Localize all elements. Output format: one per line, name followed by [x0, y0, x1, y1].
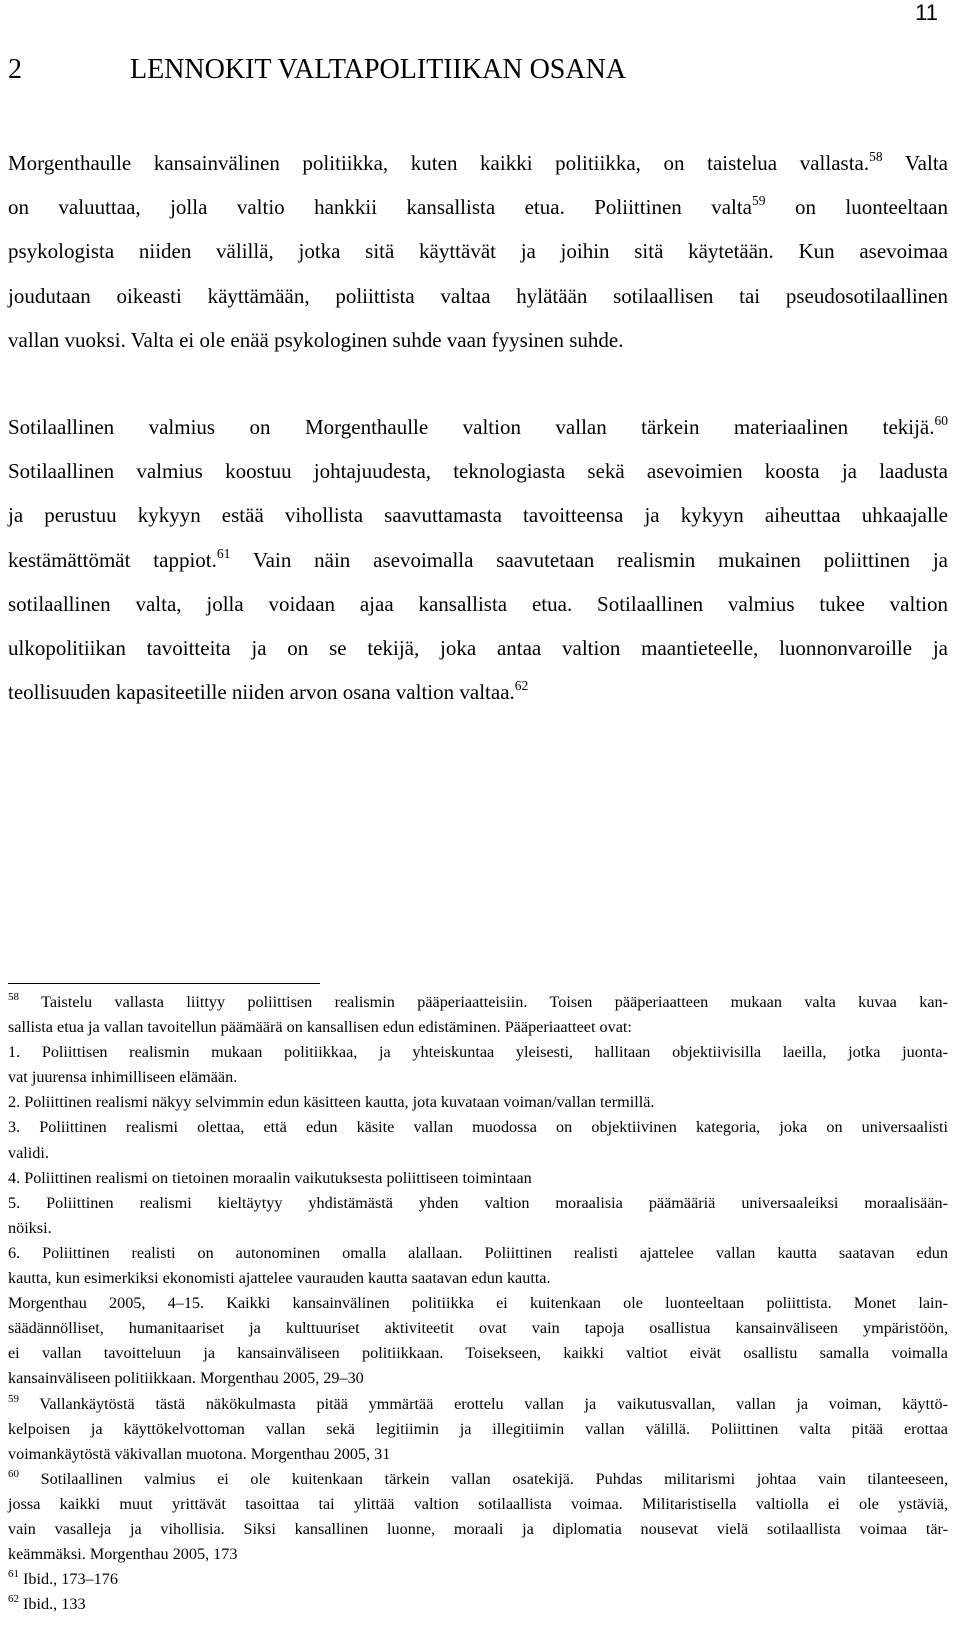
line-text: psykologista niiden välillä, jotka sitä käyttävät ja joihin sitä käytetään. Kun asevoimaa — [8, 239, 948, 264]
page-number: 11 — [915, 0, 938, 25]
footnote-line — [8, 1341, 948, 1366]
line-text: ei vallan tavoitteluun ja kansainväliseen politiikkaan. Toisekseen, kaikki valtiot eivät osallistu samalla voimalla — [8, 1344, 948, 1363]
footnote-line — [8, 1115, 948, 1140]
footnote-ref: 58 — [8, 991, 19, 1003]
paragraph-line — [8, 582, 948, 626]
paragraph-line — [8, 318, 948, 362]
footnote-ref: 58 — [869, 149, 883, 164]
line-text: sotilaallinen valta, jolla voidaan ajaa kansallista etua. Sotilaallinen valmius tukee valtion — [8, 591, 948, 616]
footnote-ref: 60 — [8, 1467, 19, 1480]
footnote-line — [8, 1141, 948, 1166]
footnote-ref: 62 — [8, 1593, 19, 1606]
line-text: 3. Poliittinen realismi olettaa, että edun käsite vallan muodossa on objektiivinen kategoria, joka on universaalisti — [8, 1118, 948, 1137]
footnote-line — [8, 1517, 948, 1542]
paragraph-line — [8, 185, 948, 229]
line-text: Taistelu vallasta liittyy poliittisen realismin pääperiaatteisiin. Toisen pääperiaatteen mukaan valta kuvaa kan- — [19, 993, 948, 1011]
paragraph-line — [8, 626, 948, 670]
footnote-line — [8, 1542, 948, 1567]
line-text: kelpoisen ja käyttökelvottoman vallan sekä legitiimin ja illegitiimin vallan välillä. Poliittinen valta pitää erottaa — [8, 1419, 948, 1438]
paragraph-line — [8, 229, 948, 273]
line-text: Ibid., 133 — [19, 1595, 86, 1614]
paragraph-line — [8, 670, 948, 714]
footnote-line — [8, 1040, 948, 1065]
line-text: ulkopolitiikan tavoitteita ja on se tekijä, joka antaa valtion maantieteelle, luonnonvaroille ja — [8, 636, 948, 661]
line-text: säädännölliset, humanitaariset ja kulttuuriset aktiviteetit ovat vain tapoja osallistua kansainväliseen ympäristöön, — [8, 1319, 948, 1338]
footnote-ref: 61 — [216, 545, 231, 561]
line-text: Ibid., 173–176 — [19, 1570, 118, 1589]
footnote-line — [8, 1166, 948, 1191]
line-text: teollisuuden kapasiteetille niiden arvon osana valtion valtaa. — [8, 680, 515, 705]
line-text: Sotilaallinen valmius koostuu johtajuudesta, teknologiasta sekä asevoimien koosta ja laadusta — [8, 459, 948, 484]
line-text: on valuuttaa, jolla valtio hankkii kansallista etua. Poliittinen valta — [8, 195, 753, 220]
paragraph-line — [8, 274, 948, 318]
chapter-heading — [8, 54, 626, 86]
footnote — [8, 1467, 948, 1567]
footnote-ref: 59 — [8, 1392, 19, 1405]
line-text: 4. Poliittinen realismi on tietoinen moraalin vaikutuksesta poliittiseen toimintaan — [8, 1168, 532, 1187]
footnote-line — [8, 1216, 948, 1241]
line-text-continued: Vain näin asevoimalla saavutetaan realismin mukainen poliittinen ja — [230, 547, 948, 572]
line-text: vain vasalleja ja vihollisia. Siksi kansallinen luonne, moraali ja diplomatia nousevat vielä sotilaallista voimaa tär- — [8, 1519, 948, 1538]
footnote-line — [8, 1191, 948, 1216]
footnote-line — [8, 1467, 948, 1492]
footnotes — [8, 990, 948, 1617]
line-text: kansainväliseen politiikkaan. Morgenthau 2005, 29–30 — [8, 1369, 364, 1388]
paragraph-line — [8, 493, 948, 537]
line-text: Morgenthau 2005, 4–15. Kaikki kansainvälinen politiikka ei kuitenkaan ole luonteeltaan poliittista. Monet lain- — [8, 1294, 948, 1313]
footnote-line — [8, 1567, 948, 1592]
footnote-ref: 61 — [8, 1568, 19, 1581]
line-text: 5. Poliittinen realismi kieltäytyy yhdistämästä yhden valtion moraalisia päämääriä universaaleiksi moraalisään- — [8, 1193, 948, 1212]
line-text: nöiksi. — [8, 1218, 52, 1237]
line-text: Sotilaallinen valmius on Morgenthaulle valtion vallan tärkein materiaalinen tekijä. — [8, 415, 935, 439]
paragraph-2 — [8, 405, 948, 714]
footnote-line — [8, 1241, 948, 1266]
footnote-line — [8, 1316, 948, 1341]
line-text: validi. — [8, 1143, 49, 1162]
paragraph-line — [8, 538, 948, 582]
footnote — [8, 1392, 948, 1467]
paragraph-1 — [8, 141, 948, 362]
line-text: 1. Poliittisen realismin mukaan politiikkaa, ja yhteiskuntaa yleisesti, hallitaan objektiivisilla laeilla, jotka juonta- — [8, 1043, 948, 1062]
line-text: vat juurensa inhimilliseen elämään. — [8, 1068, 238, 1087]
line-text: sallista etua ja vallan tavoitellun päämäärä on kansallisen edun edistäminen. Pääperiaatteet ovat: — [8, 1018, 632, 1037]
line-text: kautta, kun esimerkiksi ekonomisti ajattelee vaurauden kautta saatavan edun kautta. — [8, 1269, 551, 1288]
footnote-ref: 60 — [934, 413, 948, 428]
footnote-line — [8, 1492, 948, 1517]
footnote — [8, 1592, 948, 1617]
paragraph-line — [8, 141, 948, 185]
footnote-line — [8, 990, 948, 1015]
line-text-continued: Valta — [882, 151, 948, 175]
line-text: Vallankäytöstä tästä näkökulmasta pitää ymmärtää erottelu vallan ja vaikutusvallan, vallan ja voiman, käyttö- — [19, 1394, 948, 1413]
chapter-number: 2 — [8, 54, 22, 85]
line-text-continued: on luonteeltaan — [765, 195, 949, 220]
footnote-line — [8, 1417, 948, 1442]
line-text: voimankäytöstä väkivallan muotona. Morgenthau 2005, 31 — [8, 1444, 391, 1463]
footnote-line — [8, 1266, 948, 1291]
line-text: Morgenthaulle kansainvälinen politiikka, kuten kaikki politiikka, on taistelua vallasta. — [8, 151, 870, 175]
footnote-line — [8, 1291, 948, 1316]
line-text: vallan vuoksi. Valta ei ole enää psykologinen suhde vaan fyysinen suhde. — [8, 327, 624, 352]
line-text: keämmäksi. Morgenthau 2005, 173 — [8, 1545, 238, 1564]
footnote-line — [8, 1442, 948, 1467]
line-text: jossa kaikki muut yrittävät tasoittaa tai ylittää valtion sotilaallista voimaa. Militaristisella valtiolla ei ole ystäviä, — [8, 1494, 948, 1513]
chapter-title: LENNOKIT VALTAPOLITIIKAN OSANA — [130, 54, 627, 85]
line-text: joudutaan oikeasti käyttämään, poliittista valtaa hylätään sotilaallisen tai pseudosotilaallinen — [8, 283, 948, 308]
line-text: 2. Poliittinen realismi näkyy selvimmin edun käsitteen kautta, jota kuvataan voiman/vallan termillä. — [8, 1093, 655, 1112]
line-text: ja perustuu kykyyn estää vihollista saavuttamasta tavoitteensa ja kykyyn aiheuttaa uhkaajalle — [8, 503, 948, 528]
footnote-line — [8, 1592, 948, 1617]
line-text: 6. Poliittinen realisti on autonominen omalla alallaan. Poliittinen realisti ajattelee vallan kautta saatavan edun — [8, 1243, 948, 1262]
footnote-ref: 62 — [514, 678, 529, 694]
footnote-line — [8, 1392, 948, 1417]
footnote-line — [8, 1015, 948, 1040]
footnote-ref: 59 — [752, 193, 766, 209]
footnote — [8, 1567, 948, 1592]
footnote — [8, 990, 948, 1392]
footnote-separator — [8, 983, 320, 984]
footnote-line — [8, 1065, 948, 1090]
footnote-line — [8, 1090, 948, 1115]
footnote-line — [8, 1366, 948, 1391]
paragraph-line — [8, 405, 948, 449]
line-text: kestämättömät tappiot. — [8, 547, 217, 572]
paragraph-line — [8, 449, 948, 493]
line-text: Sotilaallinen valmius ei ole kuitenkaan tärkein vallan osatekijä. Puhdas militarismi johtaa vain tilanteeseen, — [19, 1469, 948, 1488]
